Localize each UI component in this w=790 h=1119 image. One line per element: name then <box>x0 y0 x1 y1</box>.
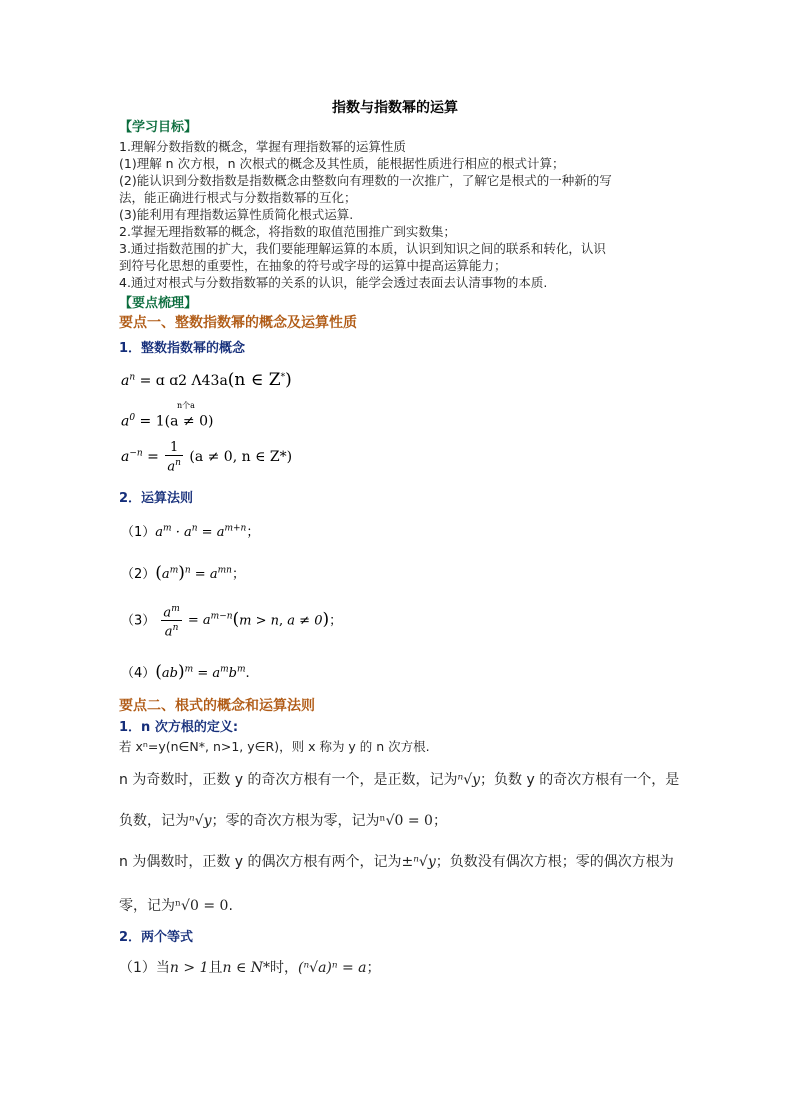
goal-line: 法，能正确进行根式与分数指数幂的互化； <box>119 190 357 205</box>
definition-line: 若 xⁿ=y(n∈N*, n>1, y∈R)，则 x 称为 y 的 n 次方根. <box>119 739 430 754</box>
goal-line: 2.掌握无理指数幂的概念，将指数的取值范围推广到实数集； <box>119 224 456 239</box>
key-point-2-sub-2: 2．两个等式 <box>119 930 194 945</box>
formula-negative-power: $a^{-n}$ = $\frac{1}{a^n}$ (a ≠ 0, n ∈ Z*) <box>121 440 293 475</box>
odd-root-line-2: 负数，记为ⁿ√y；零的奇次方根为零，记为ⁿ√0 = 0； <box>119 813 447 829</box>
even-root-line-2: 零，记为ⁿ√0 = 0. <box>119 898 233 914</box>
goal-line: 1.理解分数指数的概念，掌握有理指数幂的运算性质 <box>119 139 406 154</box>
formula-zero-power: $a^0 = 1(a \ne 0)$ <box>121 413 214 430</box>
goal-line: (1)理解 n 次方根，n 次根式的概念及其性质，能根据性质进行相应的根式计算； <box>119 156 565 171</box>
key-point-2-heading: 要点二、根式的概念和运算法则 <box>119 698 315 714</box>
formula-underbrace-label: n个a <box>177 401 195 410</box>
fraction: $\frac{a^m}{a^n}$ <box>163 604 180 640</box>
rule-3: （3） $\frac{a^m}{a^n}$ = $a^{m-n}(m > n$, a ≠ 0)； <box>121 604 343 640</box>
page-title: 指数与指数幂的运算 <box>332 100 458 116</box>
odd-root-line-1: n 为奇数时，正数 y 的奇次方根有一个，是正数，记为ⁿ√y；负数 y 的奇次方根有一个，是 <box>119 772 680 788</box>
key-point-1-heading: 要点一、整数指数幂的概念及运算性质 <box>119 315 357 331</box>
fraction: $\frac{1}{a^n}$ <box>167 440 181 475</box>
identity-1: （1）当n > 1且n ∈ N*时，(ⁿ√a)ⁿ = a； <box>119 960 381 976</box>
key-point-1-sub-1: 1．整数指数幂的概念 <box>119 341 246 356</box>
section-header-goals: 【学习目标】 <box>119 120 198 135</box>
goal-line: (2)能认识到分数指数是指数概念由整数向有理数的一次推广，了解它是根式的一种新的写 <box>119 173 612 188</box>
rule-1: $(1)a^m \cdot a^n = a^{m+n}$； <box>121 523 260 540</box>
key-point-1-sub-2: 2．运算法则 <box>119 491 194 506</box>
goal-line: 到符号化思想的重要性，在抽象的符号或字母的运算中提高运算能力； <box>119 258 507 273</box>
key-point-2-sub-1: 1．n 次方根的定义: <box>119 720 239 735</box>
even-root-line-1: n 为偶数时，正数 y 的偶次方根有两个，记为±ⁿ√y；负数没有偶次方根；零的偶次方根为 <box>119 854 674 870</box>
rule-2: $(2)(a^m)^n = a^{mn}$； <box>121 563 245 583</box>
goal-line: (3)能利用有理指数运算性质简化根式运算. <box>119 207 354 222</box>
formula-power-definition: $a^n$ = ɑ ɑ2 Λ43a(n ∈ Z*) <box>121 370 292 390</box>
section-header-points: 【要点梳理】 <box>119 296 198 311</box>
goal-line: 4.通过对根式与分数指数幂的关系的认识，能学会透过表面去认清事物的本质. <box>119 275 548 290</box>
rule-4: $(4)(ab)^m = a^mb^m$. <box>121 662 250 682</box>
goal-line: 3.通过指数范围的扩大，我们要能理解运算的本质，认识到知识之间的联系和转化，认识 <box>119 241 606 256</box>
